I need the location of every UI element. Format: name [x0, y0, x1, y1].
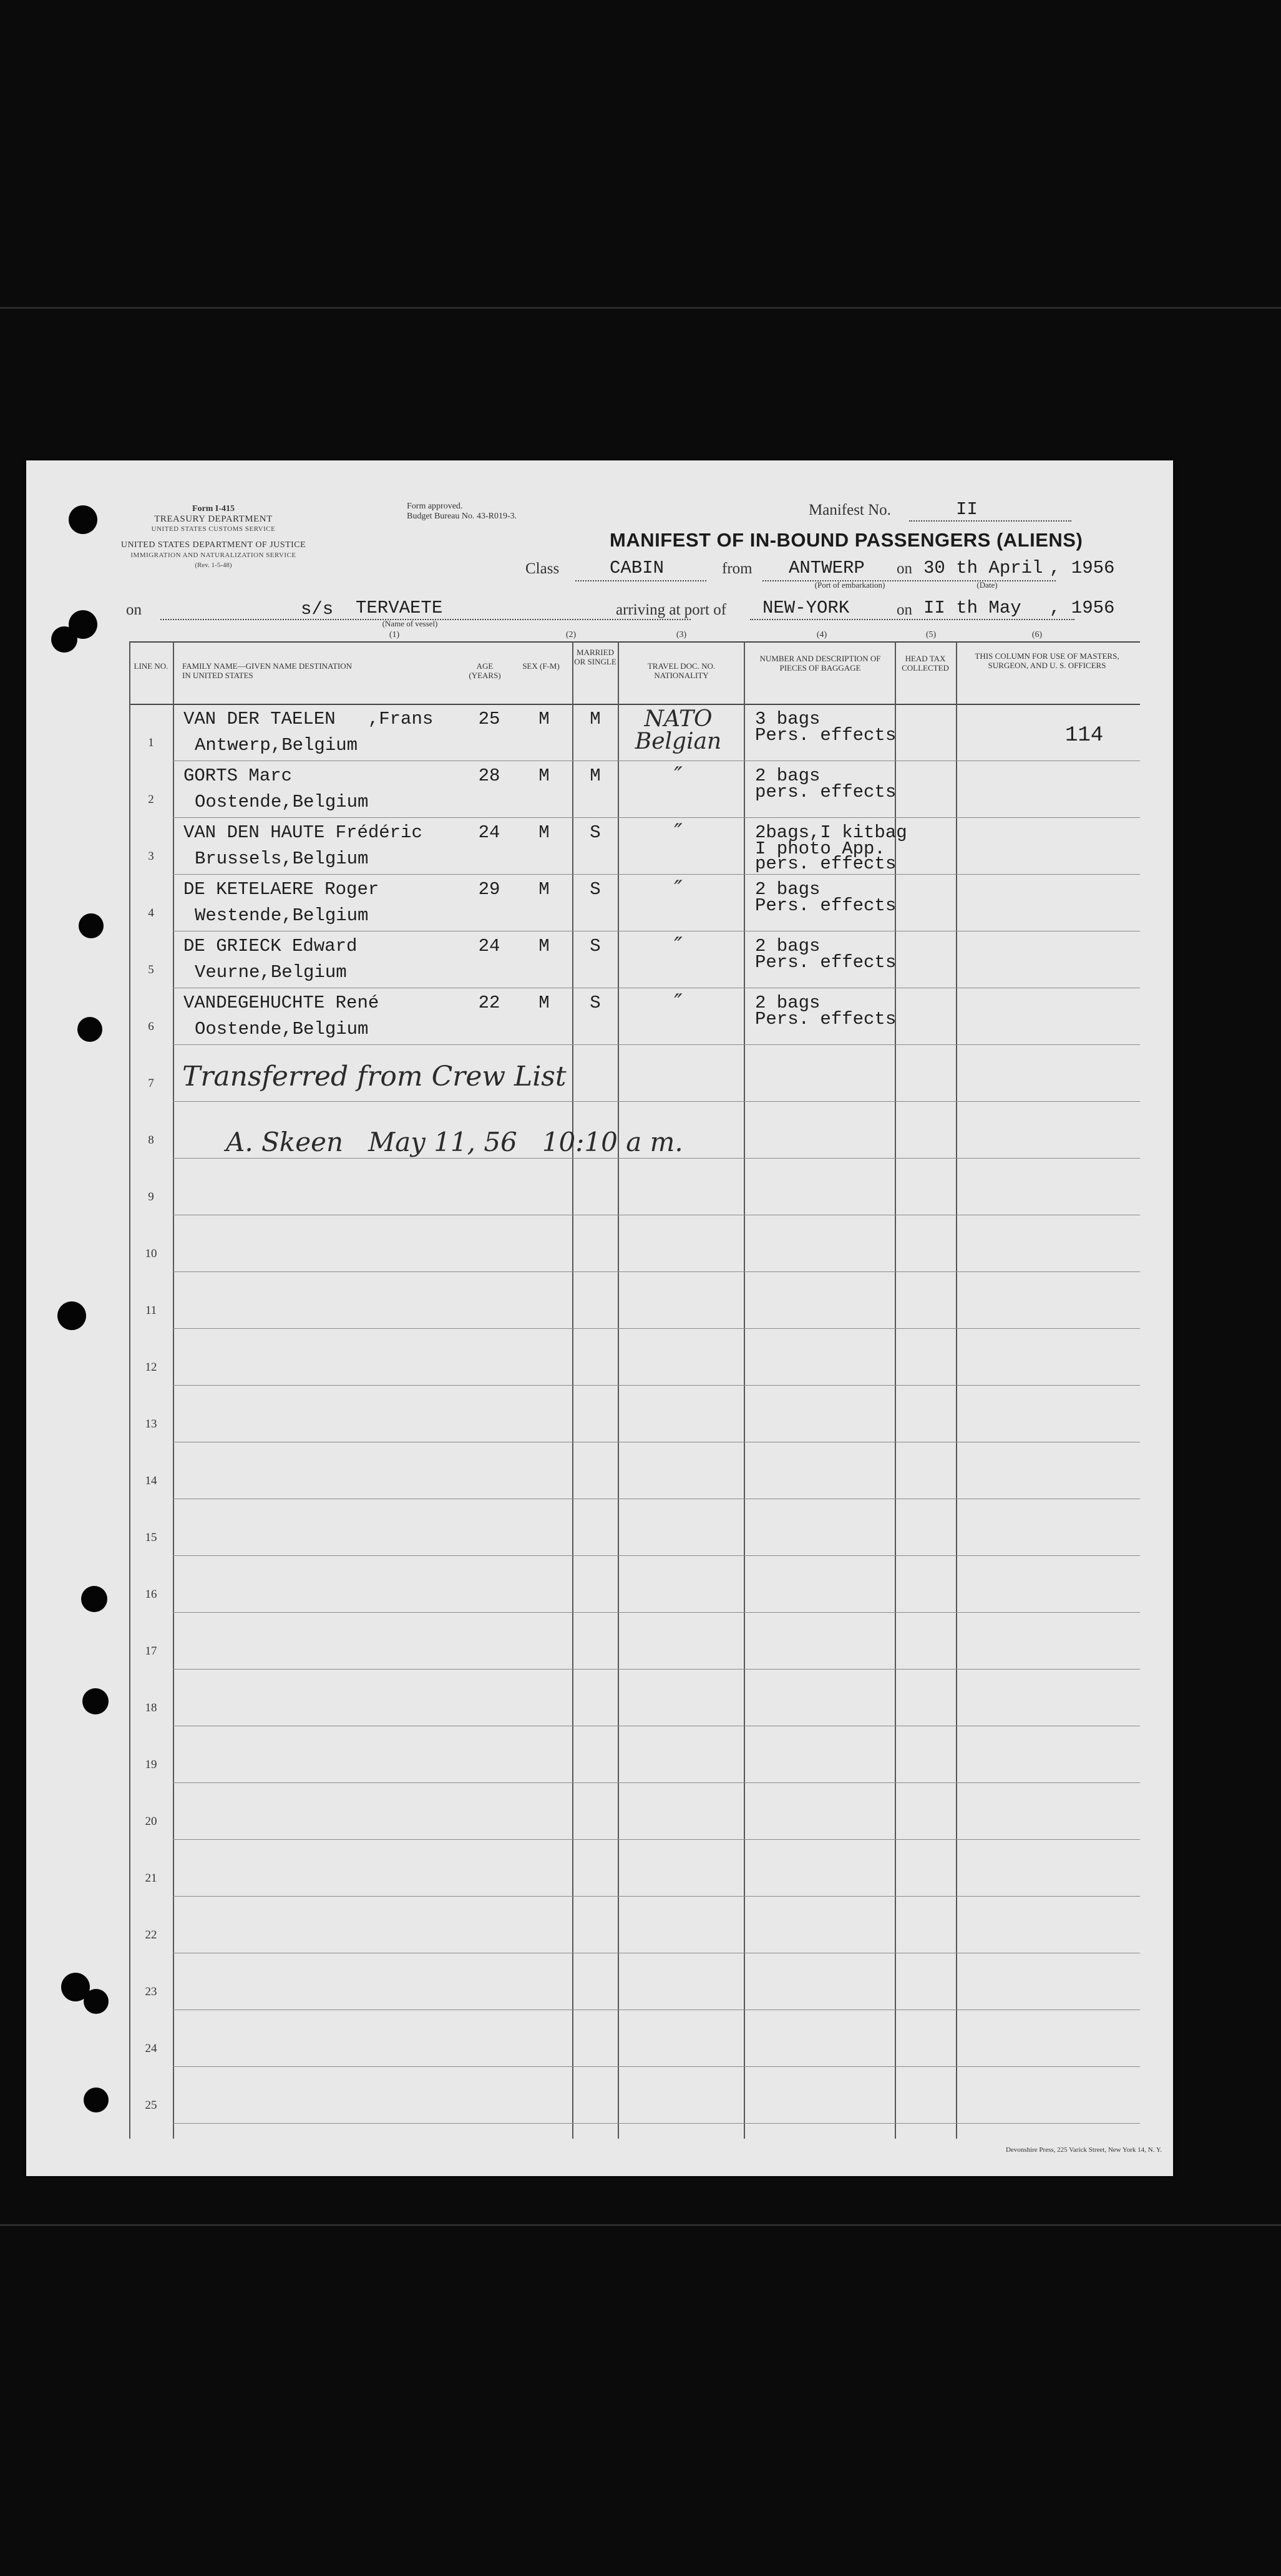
passenger-travel-doc: ″ — [674, 763, 683, 789]
vessel-name: TERVAETE — [356, 598, 443, 618]
col-number-2: (2) — [565, 630, 577, 639]
passenger-marital: S — [590, 993, 601, 1013]
arrival-date: II th May — [923, 598, 1021, 618]
line-number: 25 — [145, 2099, 157, 2112]
row-rule — [173, 1896, 1140, 1897]
row-rule — [173, 1839, 1140, 1840]
manifest-title: MANIFEST OF IN-BOUND PASSENGERS (ALIENS) — [610, 529, 1083, 551]
punch-hole-icon — [57, 1301, 86, 1330]
punch-hole-icon — [79, 913, 104, 938]
punch-hole-icon — [51, 626, 77, 653]
row-rule — [173, 1782, 1140, 1783]
punch-hole-icon — [84, 2088, 109, 2112]
passenger-baggage-2: Pers. effects — [755, 895, 897, 916]
line-number: 15 — [145, 1531, 157, 1544]
justice-dept: UNITED STATES DEPARTMENT OF JUSTICE — [120, 540, 306, 550]
passenger-baggage-1: 2 bags — [755, 766, 821, 786]
col-rule-officers — [956, 641, 957, 2139]
arrival-line — [750, 619, 1074, 620]
punch-hole-icon — [81, 1586, 107, 1612]
line-number: 17 — [145, 1645, 157, 1658]
col-rule-married — [572, 641, 573, 2139]
passenger-travel-doc: ″ — [674, 820, 683, 845]
col-rule-baggage — [744, 641, 745, 2139]
punch-hole-icon — [84, 1989, 109, 2014]
passenger-marital: S — [590, 879, 601, 900]
row-rule — [173, 1612, 1140, 1613]
table-top-border — [129, 641, 1140, 643]
passenger-age: 24 — [478, 936, 500, 956]
form-header-left — [120, 504, 307, 534]
row-rule — [173, 1328, 1140, 1329]
passenger-name: DE KETELAERE Roger — [183, 879, 379, 900]
class-label: Class — [525, 560, 560, 577]
passenger-age: 29 — [478, 879, 500, 900]
port-caption: (Port of embarkation) — [814, 580, 885, 590]
passenger-destination: Westende,Belgium — [195, 905, 369, 926]
scan-line-top — [0, 307, 1281, 309]
passenger-baggage-1: 2 bags — [755, 879, 821, 900]
row-rule — [173, 2123, 1140, 2124]
treasury-dept: TREASURY DEPARTMENT — [154, 514, 273, 524]
form-approved: Form approved. — [407, 502, 463, 511]
line-number: 4 — [148, 906, 154, 920]
passenger-age: 22 — [478, 993, 500, 1013]
punch-hole-icon — [69, 505, 97, 534]
passenger-destination: Antwerp,Belgium — [195, 735, 358, 756]
col-rule-travel — [618, 641, 619, 2139]
passenger-sex: M — [538, 709, 550, 729]
arrival-port: NEW-YORK — [762, 598, 850, 618]
line-number: 19 — [145, 1758, 157, 1771]
class-line — [575, 580, 706, 581]
row-rule — [173, 1555, 1140, 1556]
manifest-no-value: II — [956, 499, 978, 520]
customs-service: UNITED STATES CUSTOMS SERVICE — [151, 525, 276, 533]
header-sex: SEX (F-M) — [522, 661, 560, 671]
line-number: 22 — [145, 1928, 157, 1942]
line-number: 16 — [145, 1588, 157, 1601]
col-rule-name — [173, 641, 174, 2139]
passenger-age: 25 — [478, 709, 500, 729]
line-number: 7 — [148, 1077, 154, 1090]
passenger-baggage-2: Pers. effects — [755, 952, 897, 973]
line-number: 1 — [148, 736, 154, 749]
date-caption: (Date) — [977, 580, 998, 590]
line-number: 11 — [145, 1304, 157, 1317]
budget-bureau: Budget Bureau No. 43-R019-3. — [407, 512, 517, 521]
passenger-destination: Brussels,Belgium — [195, 848, 369, 869]
passenger-marital: S — [590, 936, 601, 956]
passenger-name: VANDEGEHUCHTE René — [183, 993, 379, 1013]
vessel-caption: (Name of vessel) — [382, 619, 438, 628]
passenger-baggage-1: 2bags,I kitbag — [755, 822, 907, 843]
table-header-border — [129, 704, 1140, 705]
passenger-age: 24 — [478, 822, 500, 843]
line-number: 14 — [145, 1474, 157, 1487]
passenger-baggage-1: 3 bags — [755, 709, 821, 729]
class-value: CABIN — [610, 558, 665, 578]
row-rule — [173, 1271, 1140, 1272]
row-rule — [173, 1385, 1140, 1386]
passenger-baggage-3: pers. effects — [755, 853, 897, 874]
depart-year: , 1956 — [1050, 558, 1115, 578]
passenger-baggage-2: Pers. effects — [755, 1009, 897, 1029]
col-number-4: (4) — [816, 630, 827, 639]
passenger-name: DE GRIECK Edward — [183, 936, 358, 956]
line-number: 6 — [148, 1020, 154, 1033]
col-number-3: (3) — [676, 630, 687, 639]
passenger-sex: M — [538, 766, 550, 786]
form-number: Form I-415 — [192, 504, 235, 513]
row-rule — [173, 874, 1140, 875]
passenger-sex: M — [538, 879, 550, 900]
printer-imprint: Devonshire Press, 225 Varick Street, New York 14, N. Y. — [1005, 2146, 1162, 2154]
header-line-no: LINE NO. — [134, 661, 168, 671]
justice-block — [120, 540, 307, 570]
passenger-marital: M — [590, 766, 601, 786]
passenger-age: 28 — [478, 766, 500, 786]
passenger-marital: M — [590, 709, 601, 729]
line-number: 24 — [145, 2042, 157, 2055]
line-number: 21 — [145, 1872, 157, 1885]
approval-block — [407, 502, 569, 522]
col-rule-line — [129, 641, 130, 2139]
from-line — [762, 580, 1056, 581]
passenger-travel-doc: ″ — [674, 990, 683, 1016]
on-label: on — [897, 560, 912, 577]
passenger-name: GORTS Marc — [183, 766, 293, 786]
line-number: 2 — [148, 793, 154, 806]
officer-note: 114 — [1065, 724, 1104, 747]
passenger-travel-doc: ″ — [674, 933, 683, 959]
line-number: 13 — [145, 1417, 157, 1431]
passenger-travel-doc: ″ — [674, 877, 683, 902]
form-revision: (Rev. 1-5-48) — [195, 561, 232, 569]
header-married: MARRIED OR SINGLE — [574, 648, 616, 666]
passenger-name: VAN DEN HAUTE Frédéric — [183, 822, 422, 843]
line-number: 5 — [148, 963, 154, 976]
line-number: 10 — [145, 1247, 157, 1260]
manifest-page — [26, 460, 1173, 2176]
row-rule — [173, 1158, 1140, 1159]
scan-line-bottom — [0, 2224, 1281, 2226]
line-number: 3 — [148, 850, 154, 863]
handwritten-signature: A. Skeen May 11, 56 10:10 a m. — [226, 1127, 683, 1157]
passenger-baggage-2: I photo App. — [755, 838, 885, 859]
passenger-destination: Veurne,Belgium — [195, 962, 347, 983]
passenger-marital: S — [590, 822, 601, 843]
arrival-year: , 1956 — [1050, 598, 1115, 618]
vessel-prefix: s/s — [301, 599, 334, 620]
row-rule — [173, 1101, 1140, 1102]
immigration-service: IMMIGRATION AND NATURALIZATION SERVICE — [130, 552, 296, 559]
col-number-5: (5) — [925, 630, 937, 639]
row-rule — [173, 1669, 1140, 1670]
passenger-name: VAN DER TAELEN ,Frans — [183, 709, 434, 729]
punch-hole-icon — [82, 1688, 109, 1714]
passenger-baggage-2: Pers. effects — [755, 725, 897, 746]
passenger-sex: M — [538, 993, 550, 1013]
manifest-no-label: Manifest No. — [809, 502, 891, 518]
passenger-sex: M — [538, 822, 550, 843]
line-number: 18 — [145, 1701, 157, 1714]
row-rule — [173, 817, 1140, 818]
arriving-label: arriving at port of — [616, 601, 727, 618]
row-rule — [173, 1044, 1140, 1045]
col-number-1: (1) — [389, 630, 400, 639]
line-number: 12 — [145, 1361, 157, 1374]
passenger-destination: Oostende,Belgium — [195, 792, 369, 812]
passenger-destination: Oostende,Belgium — [195, 1019, 369, 1039]
handwritten-transfer-note: Transferred from Crew List — [182, 1061, 567, 1092]
vessel-on-label: on — [126, 601, 142, 618]
manifest-no-line — [909, 520, 1071, 522]
header-headtax: HEAD TAX COLLECTED — [902, 654, 949, 673]
depart-date: 30 th April — [923, 558, 1043, 578]
from-label: from — [722, 560, 753, 577]
passenger-baggage-1: 2 bags — [755, 936, 821, 956]
col-number-6: (6) — [1031, 630, 1043, 639]
line-number: 9 — [148, 1190, 154, 1203]
passenger-nationality: Belgian — [635, 729, 722, 754]
line-number: 20 — [145, 1815, 157, 1828]
row-rule — [173, 2066, 1140, 2067]
header-officers: THIS COLUMN FOR USE OF MASTERS, SURGEON, AND U. S. OFFICERS — [975, 651, 1119, 670]
from-value: ANTWERP — [789, 558, 865, 578]
line-number: 23 — [145, 1985, 157, 1998]
header-baggage: NUMBER AND DESCRIPTION OF PIECES OF BAGGAGE — [759, 654, 881, 673]
passenger-baggage-2: pers. effects — [755, 782, 897, 802]
header-name: FAMILY NAME—GIVEN NAME DESTINATION IN UNITED STATES — [182, 661, 353, 680]
passenger-travel-doc: NATO — [644, 706, 713, 732]
passenger-sex: M — [538, 936, 550, 956]
header-travel: TRAVEL DOC. NO. NATIONALITY — [647, 661, 716, 680]
line-number: 8 — [148, 1134, 154, 1147]
passenger-baggage-1: 2 bags — [755, 993, 821, 1013]
punch-hole-icon — [77, 1017, 102, 1042]
header-age: AGE (YEARS) — [469, 661, 501, 680]
arrival-on-label: on — [897, 601, 912, 618]
